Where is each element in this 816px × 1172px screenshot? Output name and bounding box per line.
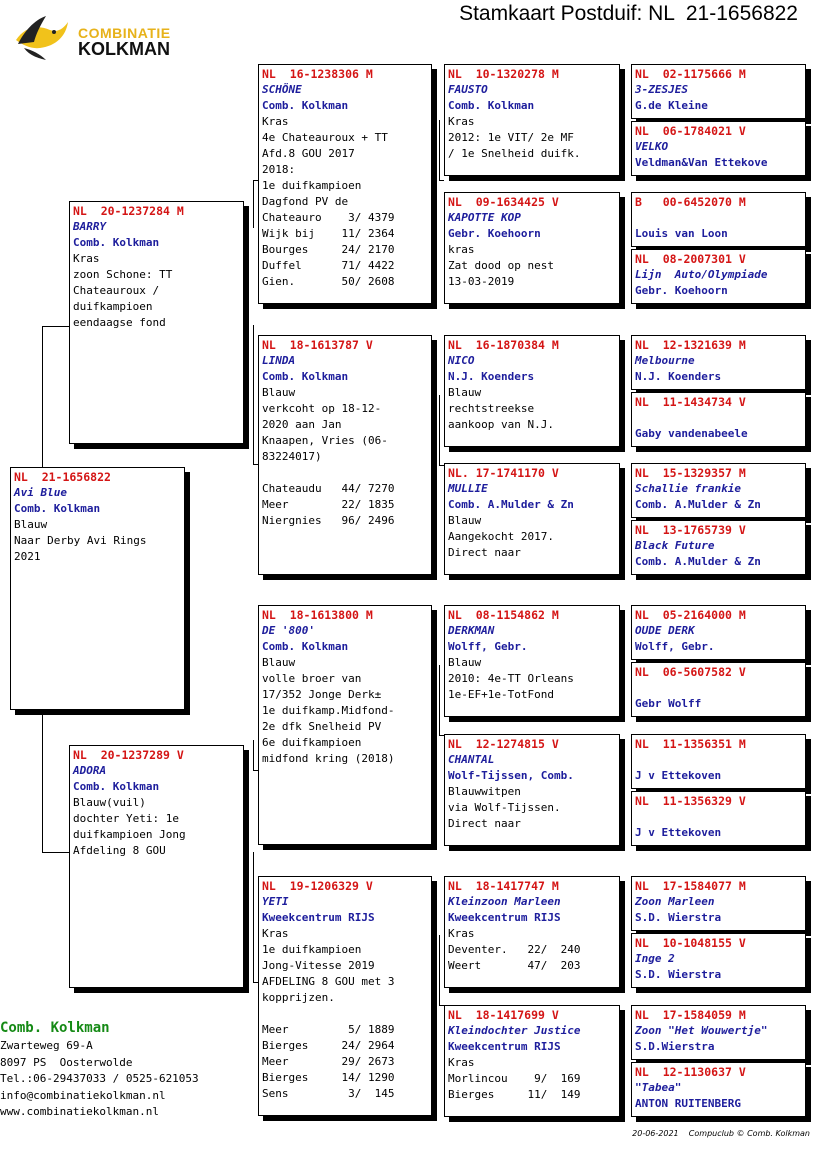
ring-number: NL 15-1329357 M (635, 466, 746, 480)
info-line: 2020 aan Jan (262, 418, 342, 431)
ring-number: NL 11-1434734 V (635, 395, 746, 409)
info-line: 1e duifkampioen (262, 179, 362, 192)
pigeon-card-mf[interactable] (258, 605, 432, 845)
info-line: rechtstreekse (448, 402, 535, 415)
spacer (259, 1006, 431, 1022)
pigeon-card-g12[interactable] (631, 791, 806, 846)
contact-block (0, 1018, 199, 1121)
info-line: Naar Derby Avi Rings (14, 534, 147, 547)
connector (253, 740, 254, 770)
ring-number: NL 08-2007301 V (635, 252, 746, 266)
pigeon-card-fm[interactable] (258, 335, 432, 575)
pigeon-name: Lijn Auto/Olympiade (635, 268, 768, 281)
pigeon-owner: Veldman&Van Ettekove (635, 156, 768, 169)
info-line: 2010: 4e-TT Orleans (448, 672, 574, 685)
pigeon-owner: N.J. Koenders (448, 370, 535, 383)
pigeon-name: YETI (262, 895, 289, 908)
pigeon-name: DE '800' (262, 624, 315, 637)
pigeon-owner: Wolff, Gebr. (448, 640, 528, 653)
info-line: Blauw (262, 656, 296, 669)
connector (624, 90, 625, 150)
info-line: Chateauroux / (73, 284, 160, 297)
pigeon-name: SCHÖNE (262, 83, 302, 96)
pigeon-owner: Comb. Kolkman (262, 640, 349, 653)
info-line: via Wolf-Tijssen. (448, 801, 561, 814)
pigeon-name (632, 752, 805, 768)
pigeon-card-g5[interactable] (631, 335, 806, 390)
connector (253, 325, 254, 465)
connector (253, 180, 254, 228)
pigeon-owner: Wolf-Tijssen, Comb. (448, 769, 574, 782)
pigeon-card-mfm[interactable] (444, 734, 620, 846)
info-line: Sens 3/ 145 (262, 1087, 395, 1100)
pigeon-owner: Gebr. Koehoorn (448, 227, 541, 240)
info-line: Zat dood op nest (448, 259, 554, 272)
pigeon-owner: Comb. A.Mulder & Zn (448, 498, 574, 511)
pigeon-card-g6[interactable] (631, 392, 806, 447)
info-line: duifkampioen Jong (73, 828, 186, 841)
contact-name: Comb. Kolkman (0, 1020, 110, 1036)
pigeon-name: DERKMAN (448, 624, 495, 637)
ring-number: NL 05-2164000 M (635, 608, 746, 622)
info-line: verkcoht op 18-12- (262, 402, 382, 415)
contact-address-2: 8097 PS Oosterwolde (0, 1055, 133, 1069)
pigeon-name: CHANTAL (448, 753, 495, 766)
info-line: 2e dfk Snelheid PV (262, 720, 382, 733)
info-line: Kras (448, 1056, 475, 1069)
connector (624, 630, 625, 690)
info-line: 2012: 1e VIT/ 2e MF (448, 131, 574, 144)
pigeon-name: Zoon Marleen (635, 895, 715, 908)
info-line: zoon Schone: TT (73, 268, 173, 281)
info-line: 2018: (262, 163, 296, 176)
pigeon-owner: Comb. Kolkman (262, 370, 349, 383)
info-line: Kras (262, 927, 289, 940)
info-line: 6e duifkampioen (262, 736, 362, 749)
pigeon-name (632, 210, 805, 226)
print-stamp: 20-06-2021 Compuclub © Comb. Kolkman (632, 1129, 810, 1138)
ring-number: NL 19-1206329 V (262, 879, 373, 893)
pigeon-name: KAPOTTE KOP (448, 211, 521, 224)
ring-number: NL 18-1417747 M (448, 879, 559, 893)
info-line: Afdeling 8 GOU (73, 844, 166, 857)
info-line: duifkampioen (73, 300, 153, 313)
pigeon-name: Avi Blue (14, 486, 67, 499)
info-line: AFDELING 8 GOU met 3 (262, 975, 395, 988)
pigeon-card-mff[interactable] (444, 605, 620, 717)
pigeon-card-g10[interactable] (631, 662, 806, 717)
info-line: 1e duifkamp.Midfond- (262, 704, 395, 717)
ring-number: NL 11-1356351 M (635, 737, 746, 751)
info-line: Jong-Vitesse 2019 (262, 959, 375, 972)
pigeon-name: MULLIE (448, 482, 488, 495)
pigeon-owner: Comb. A.Mulder & Zn (635, 555, 761, 568)
page-title: Stamkaart Postduif: NL 21-1656822 (459, 2, 798, 25)
pigeon-name: LINDA (262, 354, 296, 367)
ring-number: NL 18-1613800 M (262, 608, 373, 622)
ring-number: B 00-6452070 M (635, 195, 746, 209)
pigeon-card-g1[interactable] (631, 64, 806, 119)
spacer (259, 465, 431, 481)
ring-number: NL 18-1417699 V (448, 1008, 559, 1022)
pigeon-card-ff[interactable] (258, 64, 432, 304)
pigeon-owner: Louis van Loon (635, 227, 728, 240)
pigeon-name: OUDE DERK (635, 624, 695, 637)
pigeon-name: Black Future (635, 539, 715, 552)
pigeon-owner: N.J. Koenders (635, 370, 722, 383)
pigeon-card-father[interactable] (69, 201, 244, 444)
connector (42, 852, 69, 853)
pigeon-name: FAUSTO (448, 83, 488, 96)
pigeon-card-subject[interactable] (10, 467, 185, 710)
ring-number: NL 11-1356329 V (635, 794, 746, 808)
ring-number: NL 12-1274815 V (448, 737, 559, 751)
pigeon-name: Kleinzoon Marleen (448, 895, 561, 908)
pigeon-owner: J v Ettekoven (635, 769, 722, 782)
connector (42, 326, 69, 327)
connector (253, 852, 254, 982)
ring-number: NL 20-1237289 V (73, 748, 184, 762)
pigeon-card-g11[interactable] (631, 734, 806, 789)
info-line: Dagfond PV de (262, 195, 349, 208)
info-line: Kras (448, 927, 475, 940)
pigeon-name: ADORA (73, 764, 107, 777)
pigeon-card-mmf[interactable] (444, 876, 620, 988)
connector (439, 395, 440, 465)
info-line: Blauw (262, 386, 296, 399)
info-line: 17/352 Jonge Derk± (262, 688, 382, 701)
pigeon-card-g3[interactable] (631, 192, 806, 247)
pigeon-card-g7[interactable] (631, 463, 806, 518)
info-line: 1e-EF+1e-TotFond (448, 688, 554, 701)
info-line: Gien. 50/ 2608 (262, 275, 395, 288)
info-line: Kras (448, 115, 475, 128)
connector (624, 485, 625, 555)
pigeon-card-g8[interactable] (631, 520, 806, 575)
ring-number: NL 08-1154862 M (448, 608, 559, 622)
info-line: 13-03-2019 (448, 275, 515, 288)
pigeon-owner: Comb. Kolkman (448, 99, 535, 112)
info-line: Kras (262, 115, 289, 128)
pigeon-name: Schallie frankie (635, 482, 741, 495)
pigeon-owner: S.D. Wierstra (635, 968, 722, 981)
info-line: Direct naar (448, 546, 521, 559)
info-line: Kras (73, 252, 100, 265)
pigeon-name (632, 809, 805, 825)
info-line: Bierges 14/ 1290 (262, 1071, 395, 1084)
pigeon-owner: Gebr. Koehoorn (635, 284, 728, 297)
ring-number: NL 16-1870384 M (448, 338, 559, 352)
info-line: 4e Chateauroux + TT (262, 131, 388, 144)
ring-number: NL 18-1613787 V (262, 338, 373, 352)
contact-phone: Tel.:06-29437033 / 0525-621053 (0, 1072, 199, 1085)
pigeon-card-g2[interactable] (631, 121, 806, 176)
info-line: Meer 22/ 1835 (262, 498, 395, 511)
info-line: volle broer van (262, 672, 362, 685)
connector (42, 326, 43, 468)
info-line: Blauw (448, 386, 482, 399)
ring-number: NL 20-1237284 M (73, 204, 184, 218)
connector (439, 935, 440, 1005)
pigeon-owner: Wolff, Gebr. (635, 640, 715, 653)
pigeon-owner: Gebr Wolff (635, 697, 702, 710)
info-line: Niergnies 96/ 2496 (262, 514, 395, 527)
pigeon-owner: J v Ettekoven (635, 826, 722, 839)
ring-number: NL 12-1321639 M (635, 338, 746, 352)
ring-number: NL 09-1634425 V (448, 195, 559, 209)
dove-icon (10, 14, 72, 62)
contact-email[interactable]: info@combinatiekolkman.nl (0, 1088, 166, 1102)
info-line: Wijk bij 11/ 2364 (262, 227, 395, 240)
info-line: midfond kring (2018) (262, 752, 395, 765)
info-line: Knaapen, Vries (06- (262, 434, 388, 447)
pigeon-owner: Kweekcentrum RIJS (262, 911, 375, 924)
info-line: Direct naar (448, 817, 521, 830)
info-line: Aangekocht 2017. (448, 530, 554, 543)
pigeon-name: Melbourne (635, 354, 695, 367)
connector (624, 900, 625, 970)
pigeon-name: Zoon "Het Wouwertje" (635, 1024, 768, 1037)
connector (439, 180, 444, 181)
pigeon-owner: Comb. A.Mulder & Zn (635, 498, 761, 511)
info-line: Chateaudu 44/ 7270 (262, 482, 395, 495)
contact-address-1: Zwarteweg 69-A (0, 1039, 93, 1052)
pigeon-name (632, 410, 805, 426)
info-line: 2021 (14, 550, 41, 563)
pigeon-card-mm[interactable] (258, 876, 432, 1116)
pigeon-card-mother[interactable] (69, 745, 244, 988)
pigeon-owner: Kweekcentrum RIJS (448, 1040, 561, 1053)
pigeon-owner: Comb. Kolkman (14, 502, 101, 515)
pigeon-owner: Comb. Kolkman (73, 236, 160, 249)
contact-website[interactable]: www.combinatiekolkman.nl (0, 1105, 159, 1118)
pigeon-owner: G.de Kleine (635, 99, 708, 112)
info-line: Meer 5/ 1889 (262, 1023, 395, 1036)
info-line: Blauwwitpen (448, 785, 521, 798)
pigeon-card-mmm[interactable] (444, 1005, 620, 1117)
pigeon-owner: S.D. Wierstra (635, 911, 722, 924)
pigeon-card-g4[interactable] (631, 249, 806, 304)
pigeon-name: VELKO (635, 140, 669, 153)
pigeon-owner: Comb. Kolkman (73, 780, 160, 793)
ring-number: NL 17-1584059 M (635, 1008, 746, 1022)
logo (10, 14, 180, 64)
info-line: Duffel 71/ 4422 (262, 259, 395, 272)
ring-number: NL 16-1238306 M (262, 67, 373, 81)
info-line: Blauw (14, 518, 48, 531)
pigeon-card-g13[interactable] (631, 876, 806, 931)
ring-number: NL 02-1175666 M (635, 67, 746, 81)
pigeon-owner: ANTON RUITENBERG (635, 1097, 741, 1110)
ring-number: NL 13-1765739 V (635, 523, 746, 537)
connector (624, 360, 625, 420)
pigeon-card-g16[interactable] (631, 1062, 806, 1117)
info-line: / 1e Snelheid duifk. (448, 147, 581, 160)
info-line: Chateauro 3/ 4379 (262, 211, 395, 224)
info-line: Blauw (448, 514, 482, 527)
ring-number: NL 10-1320278 M (448, 67, 559, 81)
info-line: kopprijzen. (262, 991, 335, 1004)
info-line: aankoop van N.J. (448, 418, 554, 431)
pigeon-card-ffm[interactable] (444, 192, 620, 304)
ring-number: NL 06-5607582 V (635, 665, 746, 679)
info-line: Bourges 24/ 2170 (262, 243, 395, 256)
connector (624, 760, 625, 820)
info-line: Afd.8 GOU 2017 (262, 147, 355, 160)
info-line: Blauw(vuil) (73, 796, 146, 809)
connector (42, 710, 43, 853)
pigeon-card-fmf[interactable] (444, 335, 620, 447)
logo-line-1: COMBINATIE (78, 25, 171, 41)
pigeon-card-fmm[interactable] (444, 463, 620, 575)
pigeon-owner: Kweekcentrum RIJS (448, 911, 561, 924)
pigeon-name: 3-ZESJES (635, 83, 688, 96)
ring-number: NL 12-1130637 V (635, 1065, 746, 1079)
pigeon-owner: Gaby vandenabeele (635, 427, 748, 440)
pigeon-name: Kleindochter Justice (448, 1024, 581, 1037)
pigeon-name: Inge 2 (635, 952, 675, 965)
ring-number: NL 10-1048155 V (635, 936, 746, 950)
pigeon-name: BARRY (73, 220, 107, 233)
info-line: 1e duifkampioen (262, 943, 362, 956)
info-line: eendaagse fond (73, 316, 166, 329)
pigeon-name: "Tabea" (635, 1081, 682, 1094)
info-line: Deventer. 22/ 240 (448, 943, 581, 956)
pigeon-card-g14[interactable] (631, 933, 806, 988)
info-line: Meer 29/ 2673 (262, 1055, 395, 1068)
connector (439, 665, 440, 735)
info-line: Bierges 24/ 2964 (262, 1039, 395, 1052)
pigeon-owner: Comb. Kolkman (262, 99, 349, 112)
info-line: kras (448, 243, 475, 256)
info-line: Blauw (448, 656, 482, 669)
pigeon-name (632, 680, 805, 696)
connector (624, 210, 625, 280)
ring-number: NL 21-1656822 (14, 470, 111, 484)
pigeon-owner: S.D.Wierstra (635, 1040, 715, 1053)
info-line: Weert 47/ 203 (448, 959, 581, 972)
connector (439, 120, 440, 180)
connector (624, 1030, 625, 1090)
ring-number: NL 06-1784021 V (635, 124, 746, 138)
info-line: dochter Yeti: 1e (73, 812, 179, 825)
ring-number: NL. 17-1741170 V (448, 466, 559, 480)
info-line: Morlincou 9/ 169 (448, 1072, 581, 1085)
ring-number: NL 17-1584077 M (635, 879, 746, 893)
pigeon-card-g9[interactable] (631, 605, 806, 660)
info-line: Bierges 11/ 149 (448, 1088, 581, 1101)
info-line: 83224017) (262, 450, 322, 463)
pigeon-name: NICO (448, 354, 475, 367)
pigeon-card-fff[interactable] (444, 64, 620, 176)
pigeon-card-g15[interactable] (631, 1005, 806, 1060)
logo-line-2: KOLKMAN (78, 39, 170, 59)
